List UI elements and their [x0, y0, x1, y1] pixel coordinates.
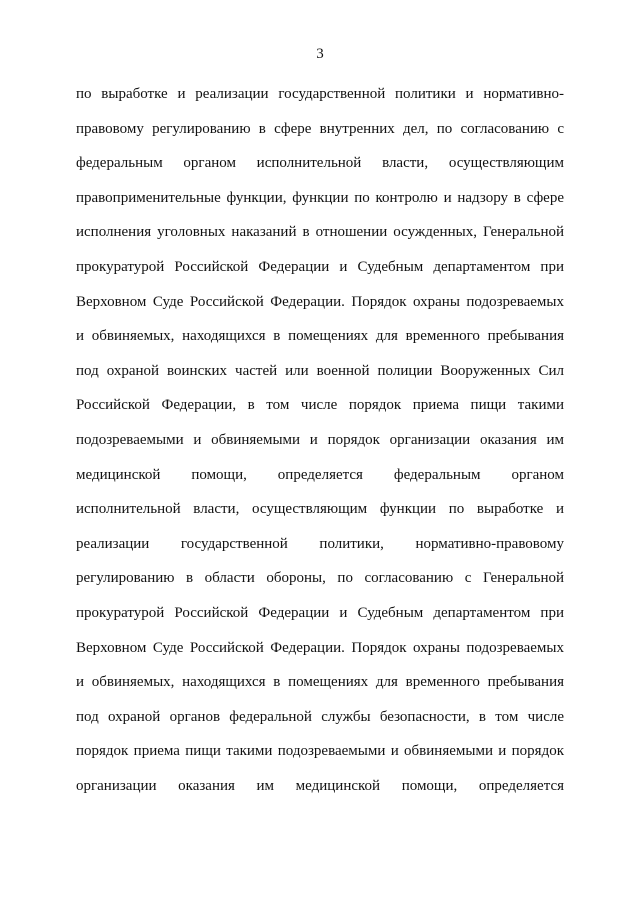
text-line: порядок приема пищи такими подозреваемыми и обвиняемыми и порядок	[76, 743, 564, 760]
text-line: подозреваемыми и обвиняемыми и порядок организации оказания им	[76, 431, 564, 448]
body-text	[76, 84, 564, 810]
text-line: по выработке и реализации государственной политики и нормативно-	[76, 86, 564, 102]
text-line: правовому регулированию в сфере внутренних дел, по согласованию с	[76, 120, 564, 137]
text-line: и обвиняемых, находящихся в помещениях для временного пребывания	[76, 328, 564, 345]
text-line: организации оказания им медицинской помощи, определяется	[76, 777, 564, 794]
text-line: Верховном Суде Российской Федерации. Порядок охраны подозреваемых	[76, 293, 564, 310]
text-line: правоприменительные функции, функции по контролю и надзору в сфере	[76, 189, 564, 206]
text-line: исполнения уголовных наказаний в отношении осужденных, Генеральной	[76, 224, 564, 241]
text-line: федеральным органом исполнительной власти, осуществляющим	[76, 155, 564, 172]
page-number: 3	[316, 46, 324, 62]
text-line: под охраной воинских частей или военной полиции Вооруженных Сил	[76, 362, 564, 379]
text-line: Верховном Суде Российской Федерации. Порядок охраны подозреваемых	[76, 639, 564, 656]
text-line: Российской Федерации, в том числе порядок приема пищи такими	[76, 397, 564, 414]
text-line: прокуратурой Российской Федерации и Судебным департаментом при	[76, 604, 564, 621]
text-line: медицинской помощи, определяется федеральным органом	[76, 466, 564, 483]
text-line: под охраной органов федеральной службы безопасности, в том числе	[76, 708, 564, 725]
text-line: регулированию в области обороны, по согласованию с Генеральной	[76, 570, 564, 587]
text-line: прокуратурой Российской Федерации и Судебным департаментом при	[76, 258, 564, 275]
text-line: исполнительной власти, осуществляющим функции по выработке и	[76, 501, 564, 518]
text-line: и обвиняемых, находящихся в помещениях для временного пребывания	[76, 674, 564, 691]
text-line: реализации государственной политики, нормативно-правовому	[76, 535, 564, 552]
